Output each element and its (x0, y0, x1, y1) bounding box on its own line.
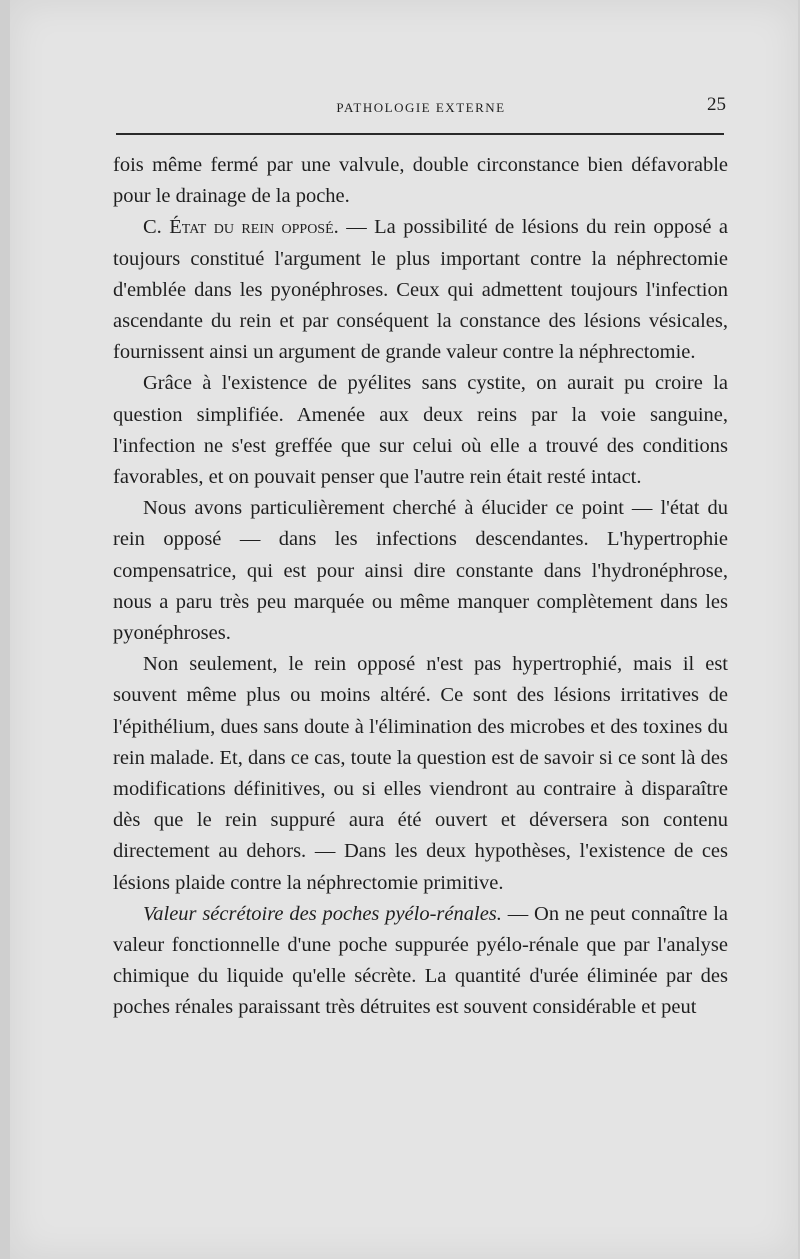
section-heading-etat-rein-oppose: C. État du rein opposé. (143, 216, 339, 239)
paragraph-text: — La possibilité de lésions du rein opposé a toujours constitué l'argument le plus important contre la néphrectomie d'emblée dans les pyonéphroses. Ceux qui admettent toujours l'infection ascendante du rein et par conséquent la constance des lésions vésicales, fournissent ainsi un argument de grande valeur contre la néphrectomie. (113, 216, 728, 364)
section-heading-valeur-secretoire: Valeur sécrétoire des poches pyélo-rénales. (143, 902, 502, 925)
paragraph-text: — On ne peut connaître la valeur fonctionnelle d'une poche suppurée pyélo-rénale que par l'analyse chimique du liquide qu'elle sécrète. La quantité d'urée éliminée par des poches rénales paraissant très détruites est souvent considérable et peut (113, 902, 728, 1019)
paragraph-lesions-irritatives: Non seulement, le rein opposé n'est pas hypertrophié, mais il est souvent même plus ou moins altéré. Ce sont des lésions irritatives de l'épithélium, dues sans doute à l'élimination des microbes et des toxines du rein malade. Et, dans ce cas, toute la question est de savoir si ce sont là des modifications définitives, ou si elles viendront au contraire à disparaître dès que le rein suppuré aura été ouvert et déversera son contenu directement au dehors. — Dans les deux hypothèses, l'existence de ces lésions plaide contre la néphrectomie primitive. (113, 653, 728, 894)
paragraph-continuation: fois même fermé par une valvule, double circonstance bien défavorable pour le drainage de la poche. (113, 154, 728, 208)
paragraph-pyelites: Grâce à l'existence de pyélites sans cystite, on aurait pu croire la question simplifiée. Amenée aux deux reins par la voie sanguine, l'infection ne s'est greffée que sur celui où elle a trouvé des conditions favorables, et on pouvait penser que l'autre rein était resté intact. (113, 372, 728, 489)
paragraph-infections-descendantes: Nous avons particulièrement cherché à élucider ce point — l'état du rein opposé — dans les infections descendantes. L'hypertrophie compensatrice, qui est pour ainsi dire constante dans l'hydronéphrose, nous a paru très peu marquée ou même manquer complètement dans les pyonéphroses. (113, 497, 728, 645)
header-rule (116, 133, 724, 135)
running-title: PATHOLOGIE EXTERNE (336, 100, 506, 115)
body-text (113, 150, 728, 1024)
page-header (116, 94, 726, 122)
paragraph-etat-rein-oppose (113, 212, 728, 368)
page-number: 25 (707, 94, 726, 115)
paragraph-valeur-secretoire (113, 899, 728, 1024)
